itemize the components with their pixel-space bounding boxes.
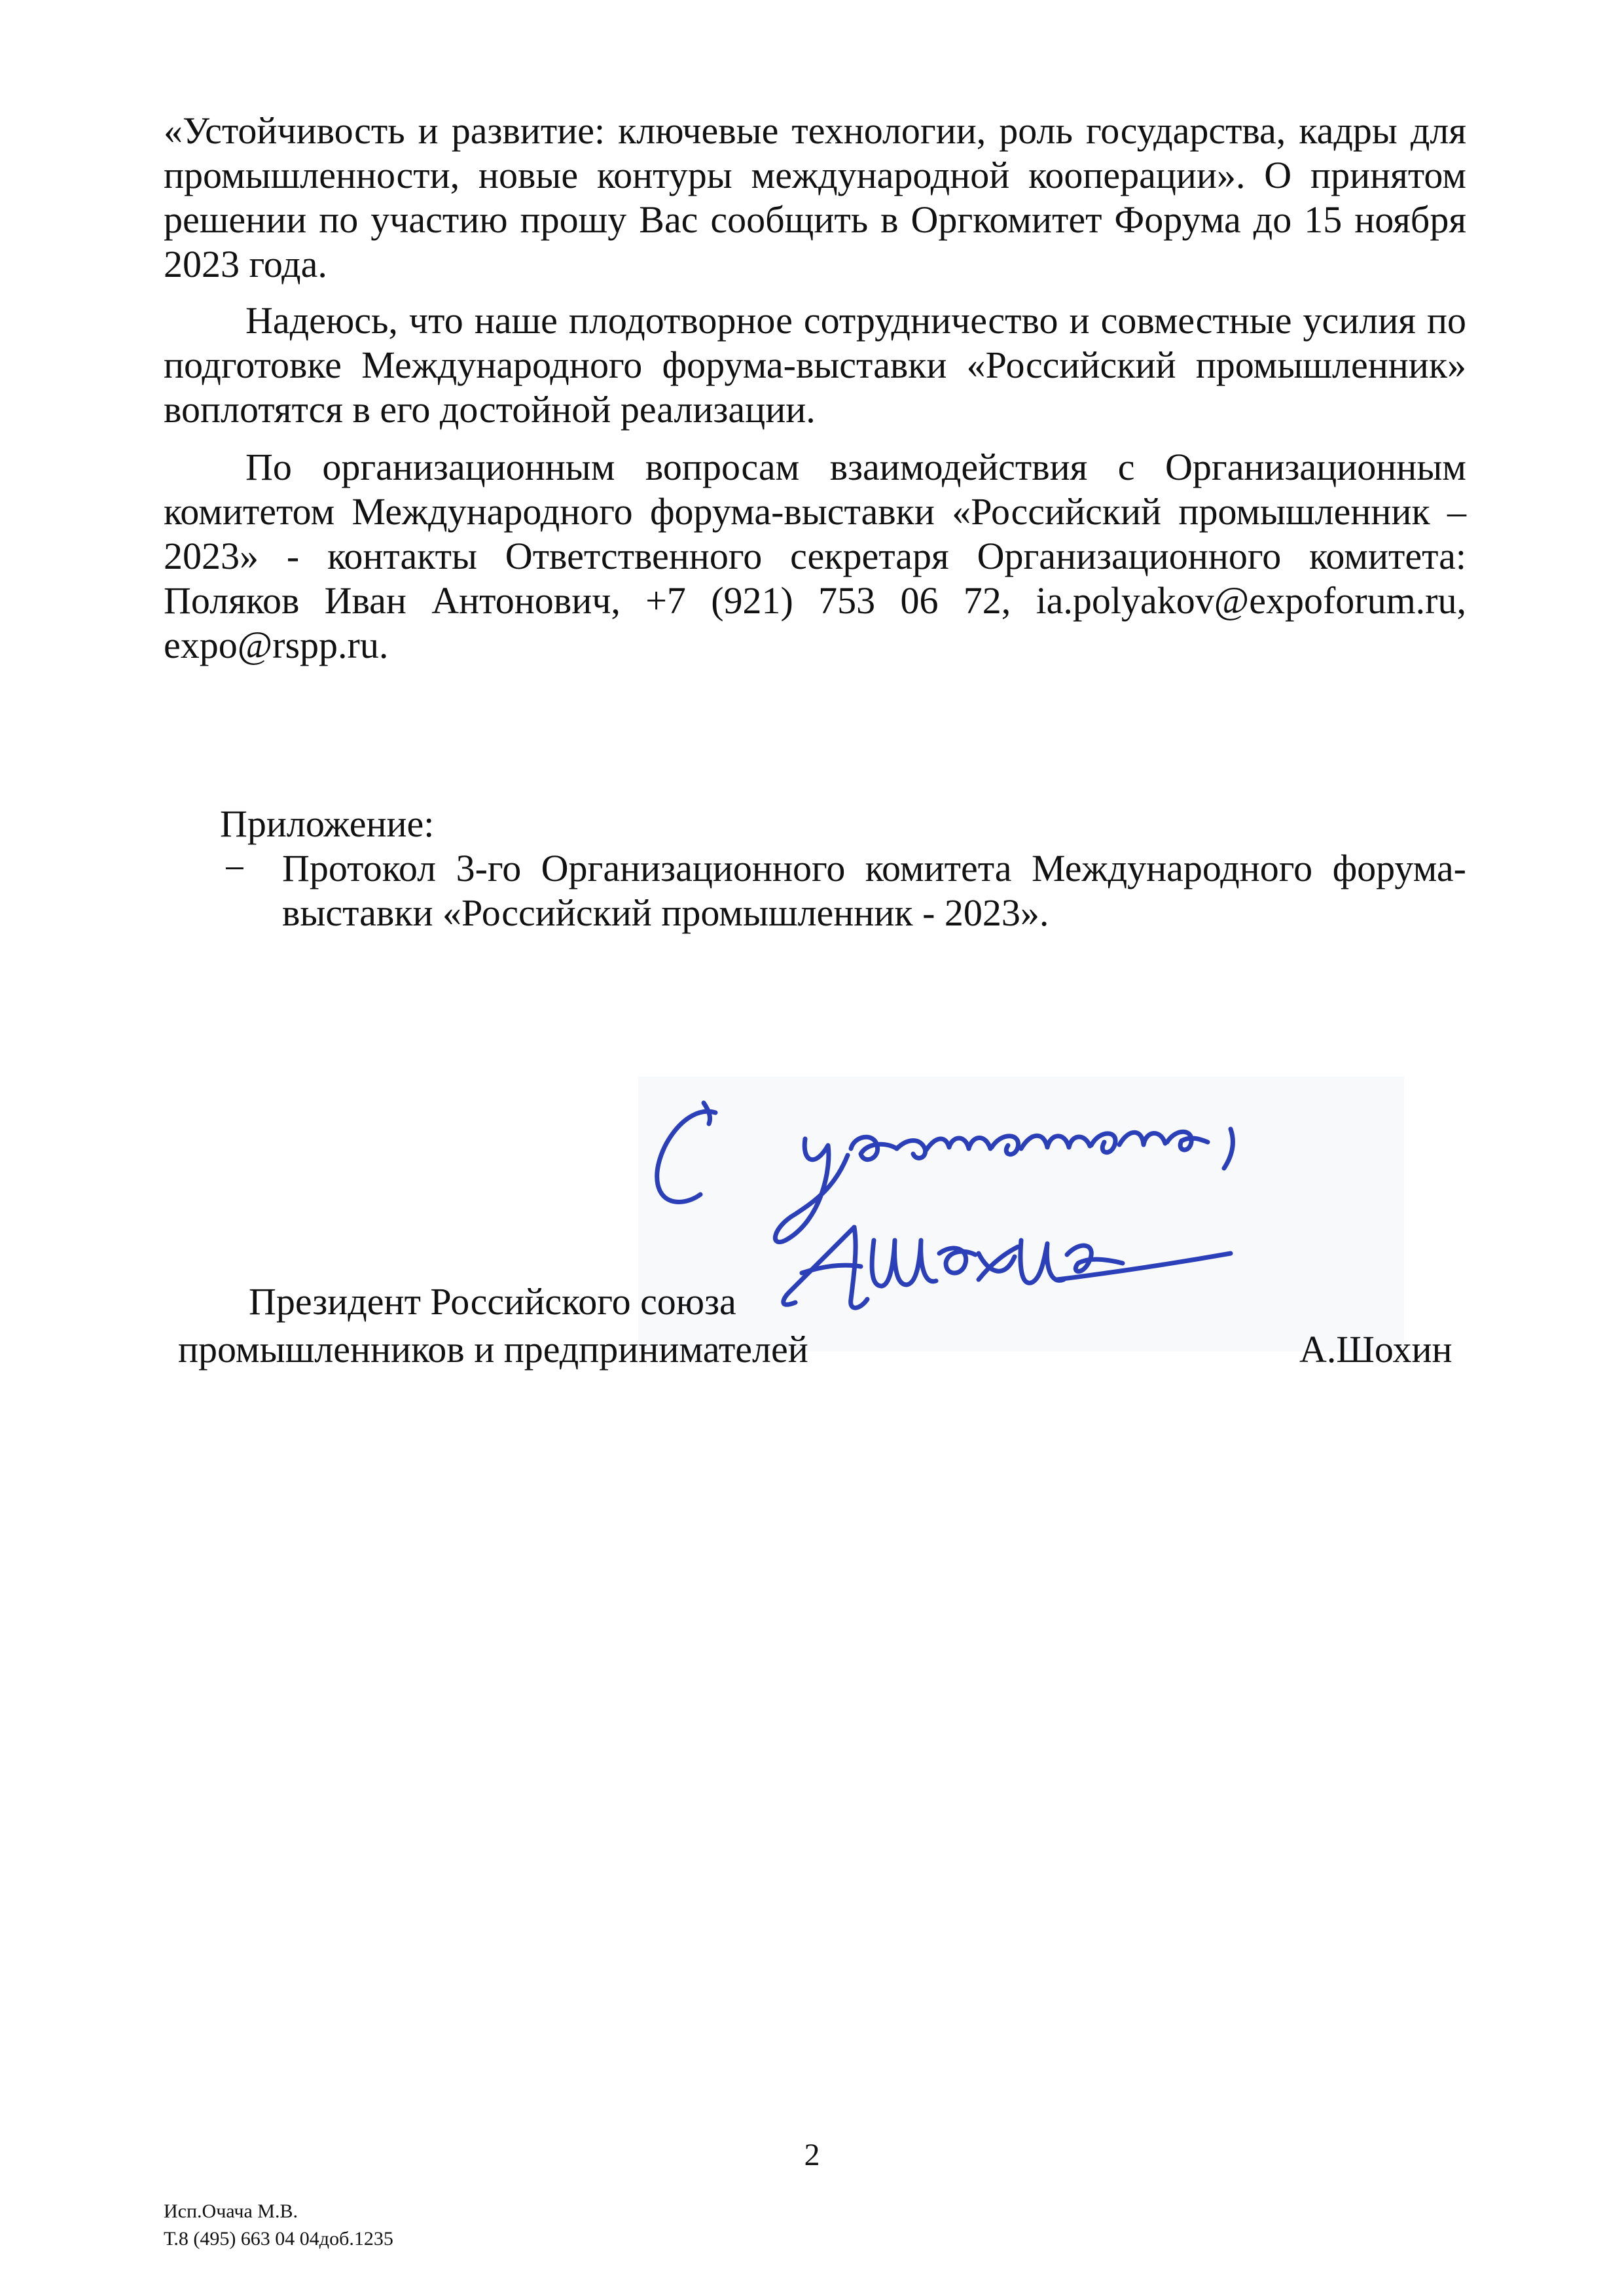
attachment-list-item bbox=[220, 846, 1466, 935]
page-number: 2 bbox=[804, 2138, 820, 2172]
signature-image bbox=[638, 1077, 1404, 1352]
attachment-item-text: Протокол 3-го Организационного комитета Международного форума-выставки «Российский промышленник - 2023». bbox=[282, 847, 1466, 934]
body-paragraph-1: «Устойчивость и развитие: ключевые технологии, роль государства, кадры для промышленности, новые контуры международной кооперации». О принятом решении по участию прошу Вас сообщить в Оргкомитет Форума до 15 ноября 2023 года. bbox=[164, 109, 1466, 285]
signer-name: А.Шохин bbox=[1299, 1328, 1453, 1371]
handwritten-signature bbox=[638, 1077, 1404, 1352]
signer-title-line-2: промышленников и предпринимателей bbox=[178, 1328, 808, 1371]
body-paragraph-2: Надеюсь, что наше плодотворное сотрудничество и совместные усилия по подготовке Международного форума-выставки «Российский промышленник» воплотятся в его достойной реализации. bbox=[164, 299, 1466, 431]
executor-phone: Т.8 (495) 663 04 04доб.1235 bbox=[164, 2228, 393, 2250]
list-bullet: − bbox=[224, 847, 245, 889]
signer-title-line-1: Президент Российского союза bbox=[249, 1280, 736, 1323]
executor-name: Исп.Очача М.В. bbox=[164, 2200, 298, 2222]
attachment-heading: Приложение: bbox=[220, 802, 435, 845]
body-paragraph-3: По организационным вопросам взаимодействия с Организационным комитетом Международного форума-выставки «Российский промышленник – 2023» - контакты Ответственного секретаря Организационного комитета: Поляков Иван Антонович, +7 (921) 753 06 72, ia.polyakov@expoforum.ru, expo@rspp.ru. bbox=[164, 446, 1466, 666]
